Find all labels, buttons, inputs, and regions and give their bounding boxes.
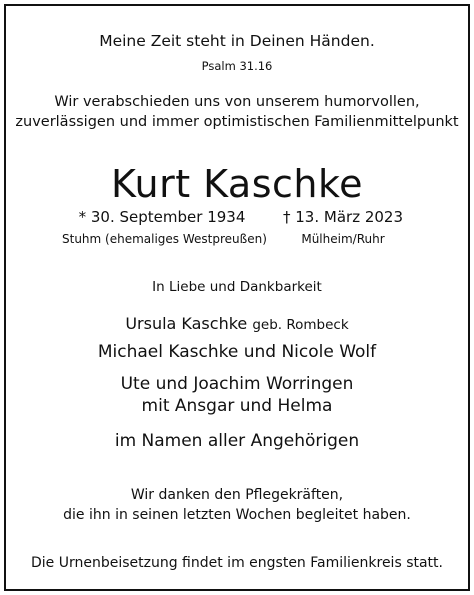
intro-line: zuverlässigen und immer optimistischen Familienmittelpunkt [15, 114, 459, 130]
intro-line: Wir verabschieden uns von unserem humorvollen, [54, 94, 420, 110]
birth-date: * 30. September 1934 [78, 208, 246, 226]
thanks-line: die ihn in seinen letzten Wochen begleitet haben. [63, 507, 411, 523]
mourner-line: Ute und Joachim Worringen [120, 374, 354, 394]
mourner-name: Ursula Kaschke [125, 314, 248, 333]
deceased-name: Kurt Kaschke [110, 162, 364, 206]
thanks-line: Wir danken den Pflegekräften, [130, 487, 344, 503]
birth-place: Stuhm (ehemaliges Westpreußen) [62, 232, 267, 246]
death-block [283, 210, 403, 245]
mourner-line: Michael Kaschke und Nicole Wolf [97, 342, 377, 362]
motto-verse: Meine Zeit steht in Deinen Händen. [99, 32, 375, 50]
urn-notice: Die Urnenbeisetzung findet im engsten Familienkreis statt. [30, 555, 443, 571]
mourner-line [0, 316, 474, 333]
death-place: Mülheim/Ruhr [301, 232, 385, 246]
gratitude-line: In Liebe und Dankbarkeit [152, 279, 322, 295]
birth-block [62, 208, 267, 246]
mourner-line: mit Ansgar und Helma [141, 396, 333, 416]
death-date: † 13. März 2023 [283, 208, 404, 226]
life-dates [0, 210, 474, 250]
mourner-birthname: geb. Rombeck [252, 317, 349, 333]
psalm-reference: Psalm 31.16 [201, 59, 273, 73]
closing-line: im Namen aller Angehörigen [114, 431, 360, 451]
